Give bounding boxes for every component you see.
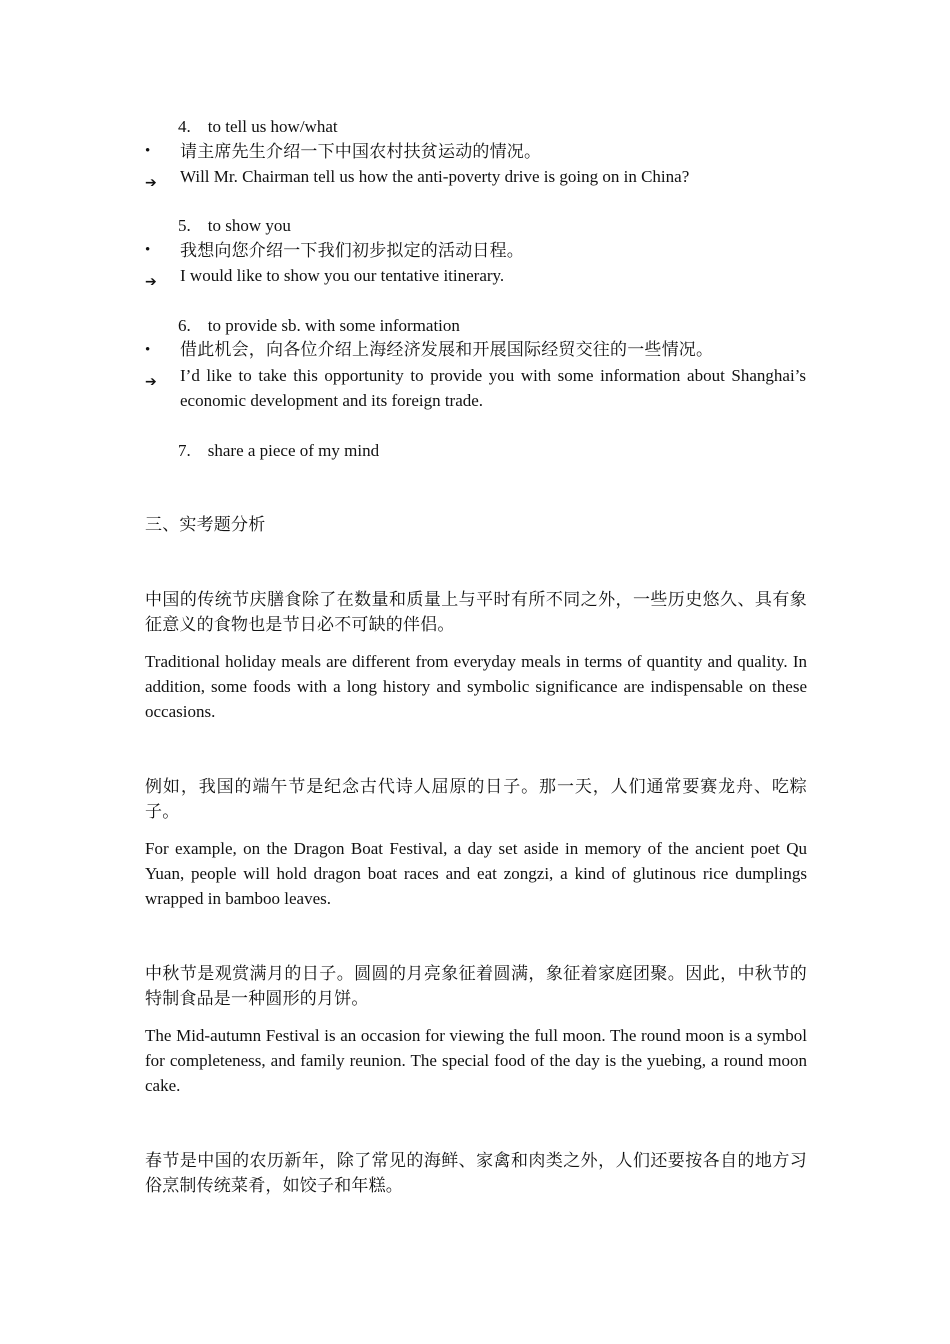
item-6-heading [178,315,460,337]
bullet-icon: • [145,242,151,258]
item-6-english: I’d like to take this opportunity to provide you with some information about Shanghai’s economic development and its foreign trade. [180,366,806,410]
item-4-english: Will Mr. Chairman tell us how the anti-poverty drive is going on in China? [180,167,690,186]
item-number: 5. [178,216,191,235]
item-5-english: I would like to show you our tentative itinerary. [180,266,505,285]
bullet-icon: • [145,143,151,159]
section-heading: 三、实考题分析 [145,515,266,534]
passage-2-chinese: 例如，我国的端午节是纪念古代诗人屈原的日子。那一天，人们通常要赛龙舟、吃粽子。 [145,777,807,821]
item-4-chinese: 请主席先生介绍一下中国农村扶贫运动的情况。 [180,142,542,161]
passage-4-chinese: 春节是中国的农历新年，除了常见的海鲜、家禽和肉类之外，人们还要按各自的地方习俗烹制传统菜肴，如饺子和年糕。 [145,1151,807,1195]
item-phrase: share a piece of my mind [207,441,380,460]
arrow-right-icon: ➔ [145,274,157,290]
item-5-heading [178,215,291,237]
item-7-heading [178,440,379,462]
item-phrase: to provide sb. with some information [207,316,460,335]
item-5-chinese: 我想向您介绍一下我们初步拟定的活动日程。 [180,241,524,260]
passage-2-english: For example, on the Dragon Boat Festival, a day set aside in memory of the ancient poet Qu Yuan, people will hold dragon boat races and eat zongzi, a kind of glutinous rice dumplings wrapped in bamboo leaves. [145,839,807,908]
item-number: 7. [178,441,191,460]
item-phrase: to show you [207,216,291,235]
arrow-right-icon: ➔ [145,374,157,390]
item-4-heading [178,116,338,138]
bullet-icon: • [145,342,151,358]
passage-1-english: Traditional holiday meals are different from everyday meals in terms of quantity and quality. In addition, some foods with a long history and symbolic significance are indispensable on these occasions. [145,652,807,721]
item-6-chinese: 借此机会，向各位介绍上海经济发展和开展国际经贸交往的一些情况。 [180,340,714,359]
item-phrase: to tell us how/what [207,117,338,136]
arrow-right-icon: ➔ [145,175,157,191]
item-number: 4. [178,117,191,136]
passage-3-chinese: 中秋节是观赏满月的日子。圆圆的月亮象征着圆满，象征着家庭团聚。因此，中秋节的特制食品是一种圆形的月饼。 [145,964,807,1008]
passage-3-english: The Mid-autumn Festival is an occasion for viewing the full moon. The round moon is a symbol for completeness, and family reunion. The special food of the day is the yuebing, a round moon cake. [145,1026,807,1095]
item-number: 6. [178,316,191,335]
passage-1-chinese: 中国的传统节庆膳食除了在数量和质量上与平时有所不同之外，一些历史悠久、具有象征意义的食物也是节日必不可缺的伴侣。 [145,590,807,634]
